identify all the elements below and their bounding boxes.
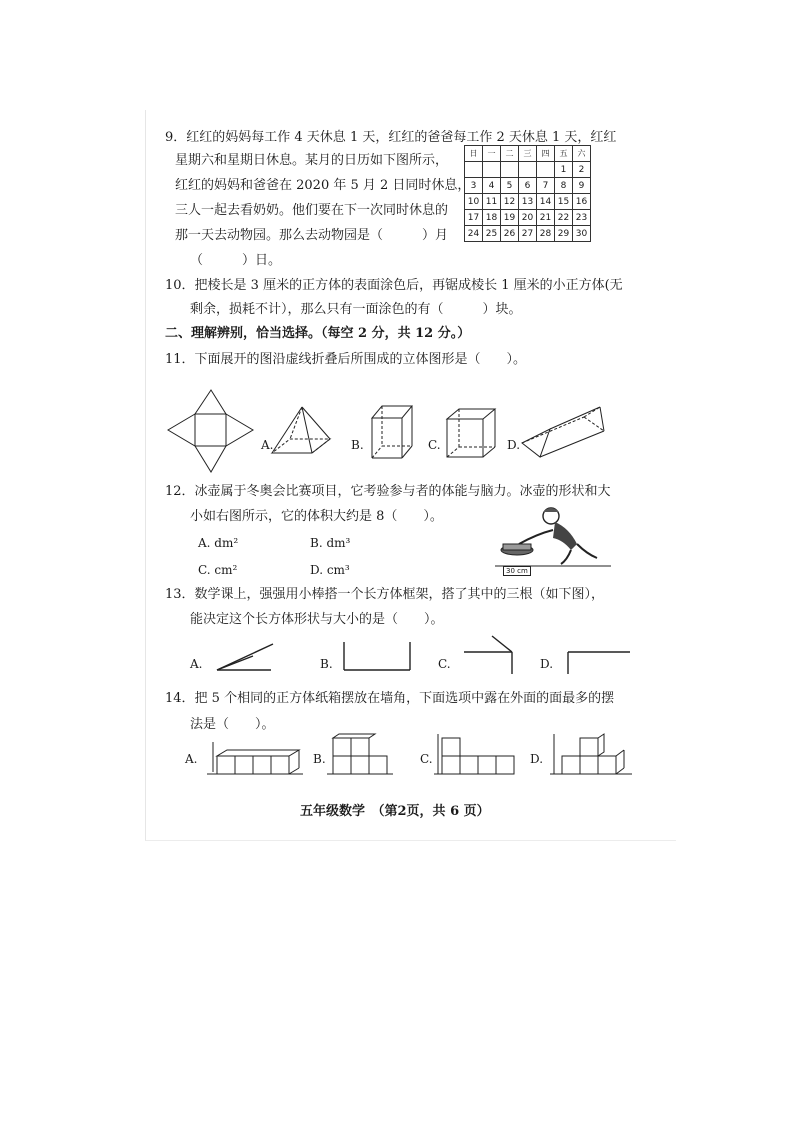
q11-label-c[interactable]: C. [428, 438, 441, 452]
q12-line2: 小如右图所示，它的体积大约是 8（ ）。 [190, 509, 443, 524]
q9-line3: 红红的妈妈和爸爸在 2020 年 5 月 2 日同时休息， [175, 178, 471, 193]
sticks-figure-d [566, 640, 632, 674]
boxes-figure-c [432, 732, 514, 780]
calendar-cell: 15 [555, 194, 573, 210]
q9-line2: 星期六和星期日休息。某月的日历如下图所示， [175, 153, 449, 168]
calendar-cell: 26 [501, 226, 519, 242]
calendar-header-cell: 三 [519, 146, 537, 162]
calendar-cell: 2 [573, 162, 591, 178]
calendar-cell: 19 [501, 210, 519, 226]
calendar-cell: 1 [555, 162, 573, 178]
triangular-prism-figure [368, 404, 418, 460]
calendar-cell: 6 [519, 178, 537, 194]
q13-line1: 13．数学课上，强强用小棒搭一个长方体框架，搭了其中的三根（如下图）， [165, 587, 605, 602]
calendar-cell [465, 162, 483, 178]
calendar-cell [537, 162, 555, 178]
q9-line1: 9．红红的妈妈每工作 4 天休息 1 天，红红的爸爸每工作 2 天休息 1 天，红红 [165, 130, 617, 145]
q11-label-b[interactable]: B. [351, 438, 364, 452]
calendar-header-cell: 六 [573, 146, 591, 162]
calendar-cell: 22 [555, 210, 573, 226]
calendar-cell: 30 [573, 226, 591, 242]
calendar-cell: 7 [537, 178, 555, 194]
page-footer: 五年级数学 （第2页，共 6 页） [300, 804, 490, 819]
q12-line1: 12．冰壶属于冬奥会比赛项目，它考验参与者的体能与脑力。冰壶的形状和大 [165, 484, 611, 499]
calendar-cell [483, 162, 501, 178]
boxes-figure-b [325, 732, 395, 780]
calendar-cell: 18 [483, 210, 501, 226]
q11-label-d[interactable]: D. [507, 438, 521, 452]
q12-option-d[interactable]: D. cm³ [310, 563, 350, 577]
q9-line5: 那一天去动物园。那么去动物园是（ ）月 [175, 228, 449, 243]
calendar-cell: 10 [465, 194, 483, 210]
sticks-figure-a [215, 640, 275, 672]
cube-figure [445, 407, 497, 459]
calendar-header-cell: 一 [483, 146, 501, 162]
q11-question: 11．下面展开的图沿虚线折叠后所围成的立体图形是（ ）。 [165, 352, 527, 367]
q14-label-c[interactable]: C. [420, 752, 433, 766]
curling-measure-label: 30 cm [503, 566, 531, 576]
q14-label-b[interactable]: B. [313, 752, 326, 766]
calendar-cell [501, 162, 519, 178]
q13-line2: 能决定这个长方体形状与大小的是（ ）。 [190, 612, 444, 627]
calendar-cell: 4 [483, 178, 501, 194]
calendar-cell: 3 [465, 178, 483, 194]
calendar-cell: 29 [555, 226, 573, 242]
boxes-figure-a [205, 738, 305, 780]
q11-label-a[interactable]: A. [261, 438, 274, 452]
calendar-row [465, 178, 591, 194]
calendar-cell: 24 [465, 226, 483, 242]
calendar-cell: 11 [483, 194, 501, 210]
q10-line1: 10．把棱长是 3 厘米的正方体的表面涂色后，再锯成棱长 1 厘米的小正方体(无 [165, 278, 623, 293]
q12-option-b[interactable]: B. dm³ [310, 536, 351, 550]
calendar-row [465, 194, 591, 210]
calendar-cell: 8 [555, 178, 573, 194]
calendar-cell: 23 [573, 210, 591, 226]
calendar-cell [519, 162, 537, 178]
calendar-cell: 5 [501, 178, 519, 194]
q12-option-c[interactable]: C. cm² [198, 563, 238, 577]
calendar-cell: 17 [465, 210, 483, 226]
pyramid-net-figure [168, 390, 258, 472]
calendar-cell: 27 [519, 226, 537, 242]
q12-option-a[interactable]: A. dm² [198, 536, 239, 550]
sticks-figure-b [342, 640, 412, 674]
calendar-cell: 20 [519, 210, 537, 226]
calendar-row [465, 226, 591, 242]
q14-label-a[interactable]: A. [185, 752, 198, 766]
calendar-cell: 12 [501, 194, 519, 210]
lying-prism-figure [520, 405, 610, 460]
q9-line6: （ ）日。 [190, 253, 282, 268]
q13-label-a[interactable]: A. [190, 657, 203, 671]
calendar-cell: 13 [519, 194, 537, 210]
sticks-figure-c [462, 634, 532, 674]
q13-label-d[interactable]: D. [540, 657, 554, 671]
section-heading: 二、理解辨别，恰当选择。（每空 2 分，共 12 分。） [165, 326, 471, 341]
calendar-cell: 14 [537, 194, 555, 210]
calendar-row [465, 210, 591, 226]
calendar-cell: 25 [483, 226, 501, 242]
q14-label-d[interactable]: D. [530, 752, 544, 766]
q14-line2: 法是（ ）。 [190, 717, 275, 732]
calendar-cell: 28 [537, 226, 555, 242]
calendar-cell: 16 [573, 194, 591, 210]
curling-player-illustration [493, 500, 613, 575]
q13-label-c[interactable]: C. [438, 657, 451, 671]
q13-label-b[interactable]: B. [320, 657, 333, 671]
q9-line4: 三人一起去看奶奶。他们要在下一次同时休息的 [175, 203, 449, 218]
boxes-figure-d [548, 732, 634, 780]
q10-line2: 剩余，损耗不计），那么只有一面涂色的有（ ）块。 [190, 302, 522, 317]
calendar-cell: 21 [537, 210, 555, 226]
calendar-header-cell: 五 [555, 146, 573, 162]
calendar-header-cell: 四 [537, 146, 555, 162]
calendar-row [465, 162, 591, 178]
calendar-header-cell: 日 [465, 146, 483, 162]
calendar-table [464, 145, 591, 242]
pyramid-figure [272, 405, 332, 457]
calendar-header-row [465, 146, 591, 162]
calendar-header-cell: 二 [501, 146, 519, 162]
q14-line1: 14．把 5 个相同的正方体纸箱摆放在墙角，下面选项中露在外面的面最多的摆 [165, 691, 615, 706]
calendar-cell: 9 [573, 178, 591, 194]
